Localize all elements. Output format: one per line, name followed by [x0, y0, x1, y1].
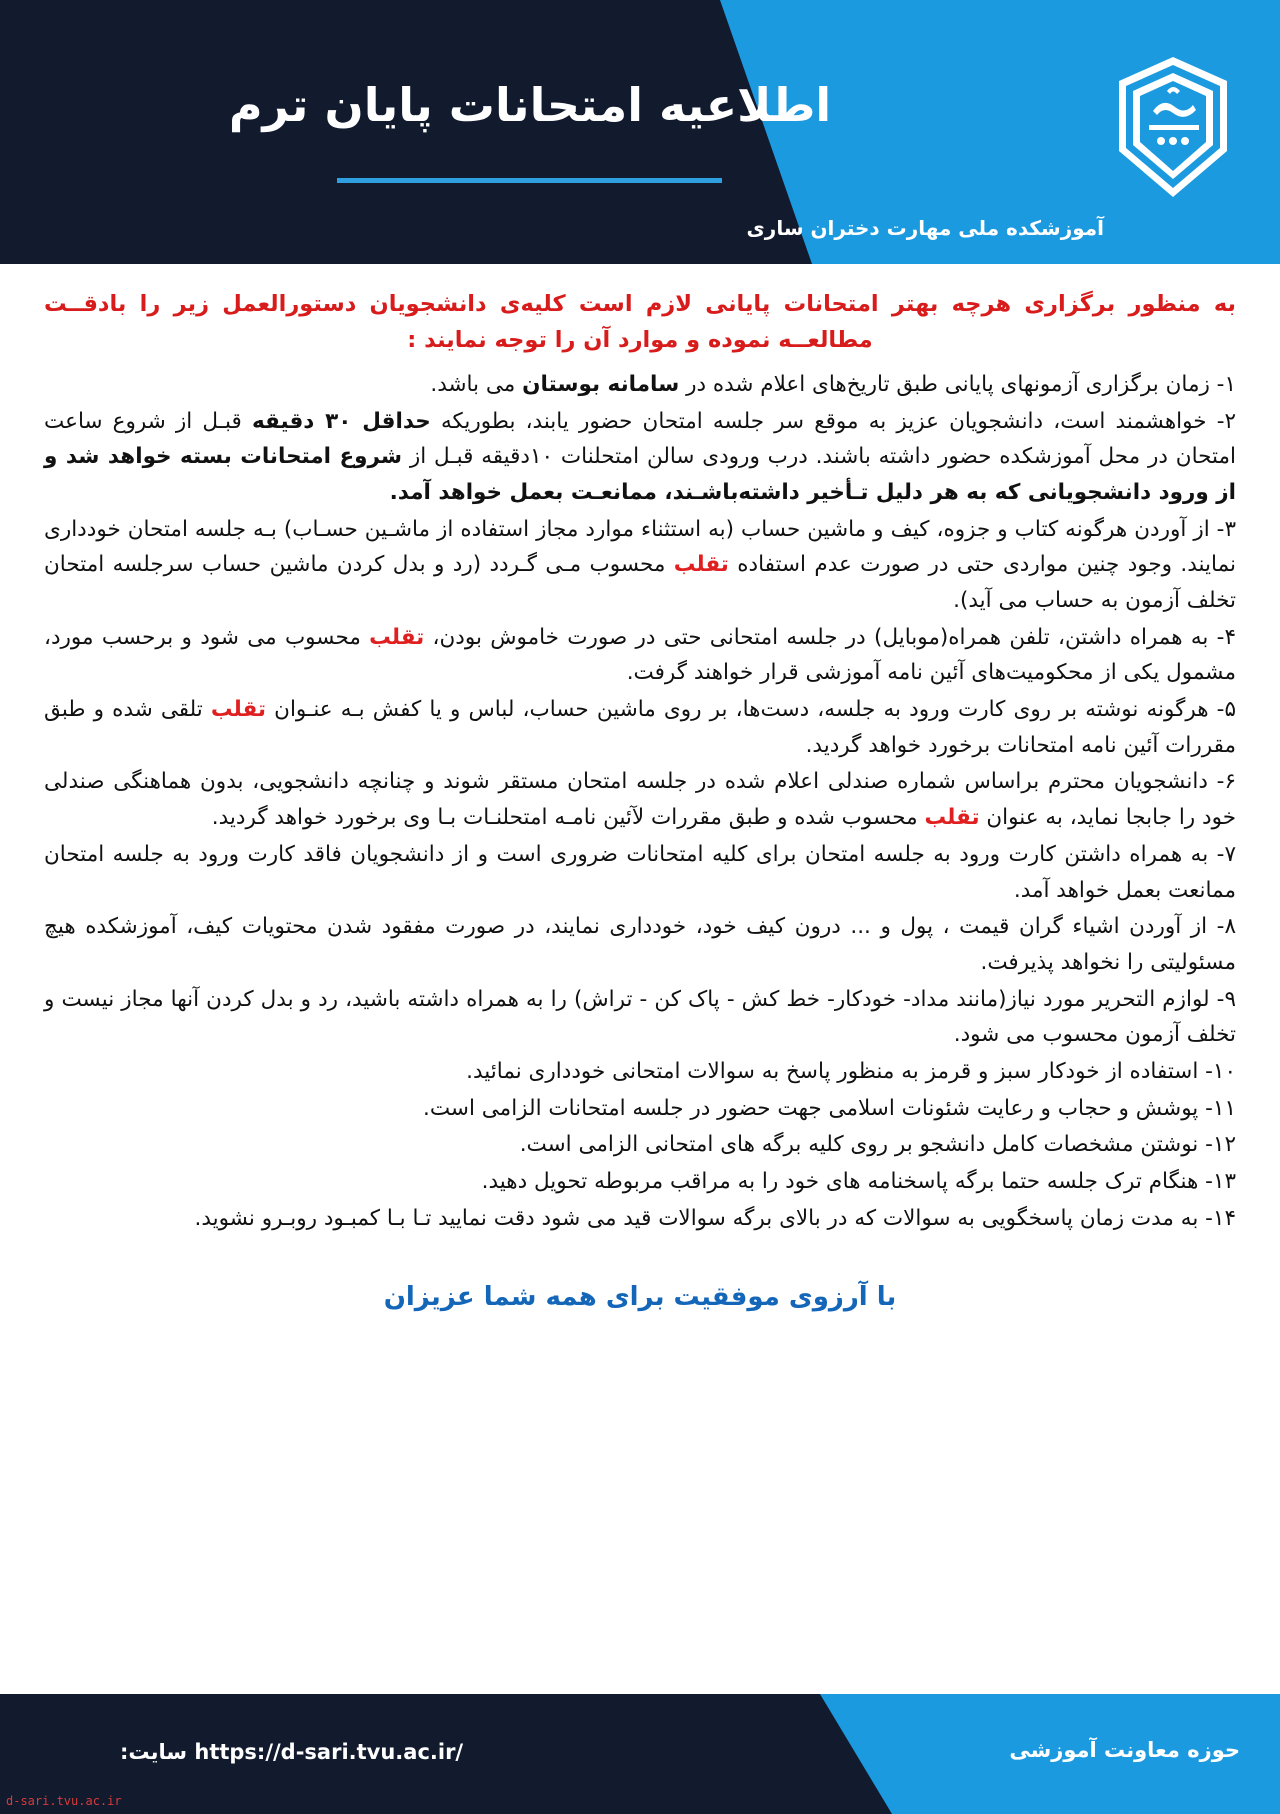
watermark-text: d-sari.tvu.ac.ir [6, 1794, 122, 1808]
rule-item-12: ۱۲- نوشتن مشخصات کامل دانشجو بر روی کلیه برگه های امتحانی الزامی است. [519, 1132, 1236, 1158]
rule-item-5: ۵- هرگونه نوشته بر روی کارت ورود به جلسه، دست‌ها، بر روی ماشین حساب، لباس و یا کفش بـه عنـوان تقلب تلقی شده و طبق مقررات آئین نامه امتحانات برخورد خواهد گردید. [44, 697, 1236, 758]
footer-department: حوزه معاونت آموزشی [1009, 1738, 1240, 1762]
rule-item-8: ۸- از آوردن اشیاء گران قیمت ، پول و ... درون کیف خود، خودداری نمایند، در صورت مفقود شدن محتویات کیف، آموزشکده هیچ مسئولیتی را نخواهد پذیرفت. [44, 914, 1236, 975]
rule-item-4: ۴- به همراه داشتن، تلفن همراه(موبایل) در جلسه امتحانی حتی در صورت خاموش بودن، تقلب محسوب می شود و برحسب مورد، مشمول یکی از محکومیت‌های آئین نامه آموزشی قرار خواهند گرفت. [44, 624, 1237, 686]
intro-paragraph: به منظور برگزاری هرچه بهتر امتحانات پایانی لازم است کلیه‌ی دانشجویان دستورالعمل زیر را بادقــت مطالعــه نموده و موارد آن را توجه نمایند : [44, 291, 1236, 354]
page-header [0, 0, 1280, 264]
rule-item-14: ۱۴- به مدت زمان پاسخگویی به سوالات که در بالای برگه سوالات قید می شود دقت نمایید تـا بـا کمبـود روبـرو نشوید. [194, 1205, 1236, 1231]
page-footer [0, 1694, 1280, 1814]
closing-message: با آرزوی موفقیت برای همه شما عزیزان [383, 1282, 897, 1313]
title-underline [337, 178, 722, 183]
rule-item-1: ۱- زمان برگزاری آزمونهای پایانی طبق تاریخ‌های اعلام شده در سامانه بوستان می باشد. [430, 371, 1236, 397]
rule-item-3: ۳- از آوردن هرگونه کتاب و جزوه، کیف و ماشین حساب (به استثناء موارد مجاز استفاده از ماشـین حسـاب) بـه جلسه امتحان خودداری نمایند. وجود چنین مواردی حتی در صورت عدم استفاده تقلب محسوب مـی گـردد (رد و بدل کردن ماشین حساب سرجلسه امتحان تخلف آزمون به حساب می آید). [44, 516, 1236, 613]
footer-website[interactable] [120, 1740, 463, 1764]
page-title: اطلاعیه امتحانات پایان ترم [228, 78, 832, 132]
rule-item-7: ۷- به همراه داشتن کارت ورود به جلسه امتحان برای کلیه امتحانات ضروری است و از دانشجویان فاقد کارت ورود به جلسه امتحان ممانعت بعمل خواهد آمد. [44, 841, 1236, 903]
rule-item-10: ۱۰- استفاده از خودکار سبز و قرمز به منظور پاسخ به سوالات امتحانی خودداری نمائید. [466, 1058, 1236, 1084]
rule-item-2: ۲- خواهشمند است، دانشجویان عزیز به موقع سر جلسه امتحان حضور یابند، بطوریکه حداقل ۳۰ دقیقه قبـل از شروع ساعت امتحان در محل آموزشکده حضور داشته باشند. درب ورودی سالن امتحلنات ۱۰دقیقه قبـل از شروع امتحانات بسته خواهد شد و از ورود دانشجویانی که به هر دلیل تـأخیر داشته‌باشـند، ممانعـت بعمل خواهد آمد. [44, 408, 1237, 505]
rule-item-13: ۱۳- هنگام ترک جلسه حتما برگه پاسخنامه های خود را به مراقب مربوطه تحویل دهید. [481, 1169, 1236, 1194]
rule-item-11: ۱۱- پوشش و حجاب و رعایت شئونات اسلامی جهت حضور در جلسه امتحانات الزامی است. [422, 1095, 1236, 1121]
rule-item-9: ۹- لوازم التحریر مورد نیاز(مانند مداد- خودکار- خط کش - پاک کن - تراش) را به همراه داشته باشید، رد و بدل کردن آنها مجاز نیست و تخلف آزمون محسوب می شود. [44, 986, 1236, 1048]
footer-url[interactable]: https://d-sari.tvu.ac.ir/ [194, 1740, 464, 1764]
university-logo [1105, 52, 1240, 202]
faculty-name: آموزشکده ملی مهارت دختران ساری [746, 216, 1104, 240]
footer-site-label: سایت: [120, 1740, 188, 1764]
announcement-body [0, 264, 1280, 1312]
rule-item-6: ۶- دانشجویان محترم براساس شماره صندلی اعلام شده در جلسه امتحان مستقر شوند و چنانچه دانشجویی، بدون هماهنگی صندلی خود را جابجا نماید، به عنوان تقلب محسوب شده و طبق مقررات لآئین نامـه امتحلنـات بـا وی برخورد خواهد گردید. [44, 769, 1236, 831]
